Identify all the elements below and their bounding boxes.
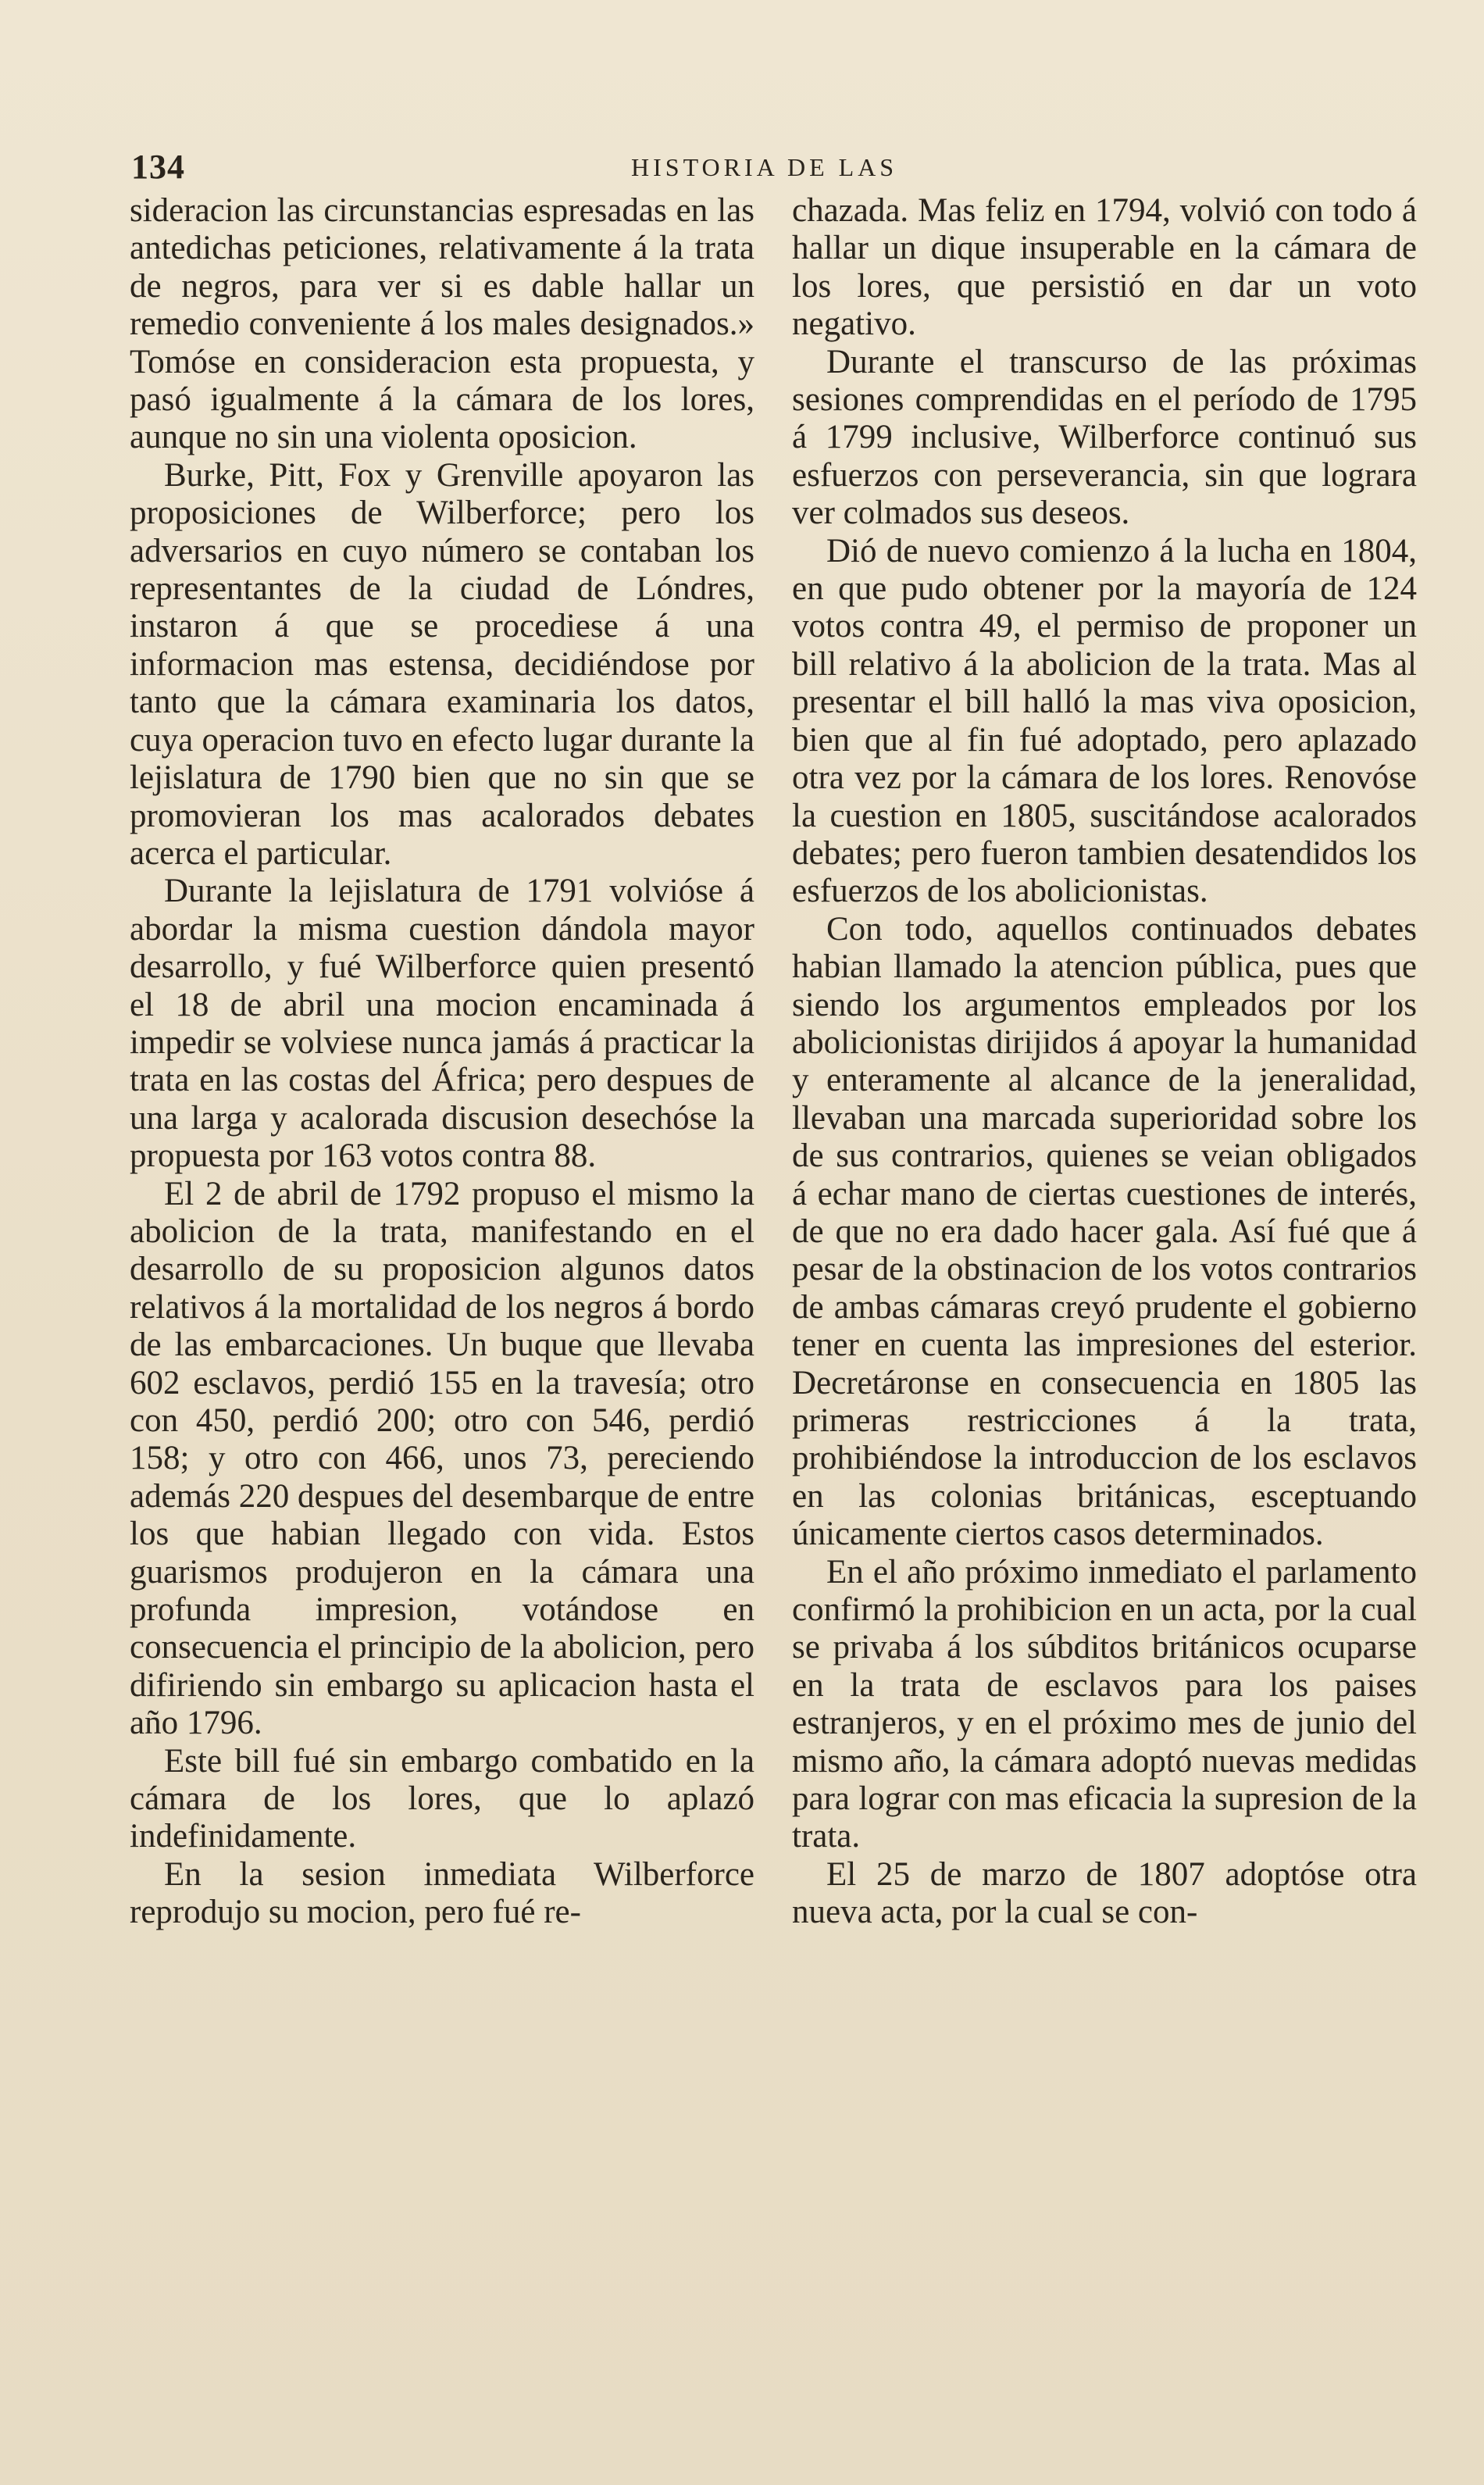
paragraph: En la sesion inmediata Wilberforce reprodujo su mocion, pero fué re- — [130, 1855, 754, 1931]
right-column — [792, 192, 1417, 1932]
left-column — [130, 192, 754, 1932]
paragraph: El 25 de marzo de 1807 adoptóse otra nueva acta, por la cual se con- — [792, 1855, 1417, 1931]
paragraph: chazada. Mas feliz en 1794, volvió con todo á hallar un dique insuperable en la cámara de los lores, que persistió en dar un voto negativo. — [792, 192, 1417, 343]
paragraph: Dió de nuevo comienzo á la lucha en 1804, en que pudo obtener por la mayoría de 124 votos contra 49, el permiso de proponer un bill relativo á la abolicion de la trata. Mas al presentar el bill halló la mas viva oposicion, bien que al fin fué adoptado, pero aplazado otra vez por la cámara de los lores. Renovóse la cuestion en 1805, suscitándose acalorados debates; pero fueron tambien desatendidos los esfuerzos de los abolicionistas. — [792, 532, 1417, 910]
paragraph: Durante la lejislatura de 1791 volvióse á abordar la misma cuestion dándola mayor desarrollo, y fué Wilberforce quien presentó el 18 de abril una mocion encaminada á impedir se volviese nunca jamás á practicar la trata en las costas del África; pero despues de una larga y acalorada discusion desechóse la propuesta por 163 votos contra 88. — [130, 873, 754, 1175]
paragraph: sideracion las circunstancias espresadas en las antedichas peticiones, relativamente á la trata de negros, para ver si es dable hallar un remedio conveniente á los males designados.» Tomóse en consideracion esta propuesta, y pasó igualmente á la cámara de los lores, aunque no sin una violenta oposicion. — [130, 192, 754, 456]
paragraph: En el año próximo inmediato el parlamento confirmó la prohibicion en un acta, por la cual se privaba á los súbditos británicos ocuparse en la trata de esclavos para los paises estranjeros, y en el próximo mes de junio del mismo año, la cámara adoptó nuevas medidas para lograr con mas eficacia la supresion de la trata. — [792, 1553, 1417, 1855]
paragraph: Este bill fué sin embargo combatido en la cámara de los lores, que lo aplazó indefinidamente. — [130, 1742, 754, 1855]
running-title: HISTORIA DE LAS — [631, 153, 898, 181]
page-header — [131, 147, 1412, 184]
paragraph: El 2 de abril de 1792 propuso el mismo la abolicion de la trata, manifestando en el desarrollo de su proposicion algunos datos relativos á la mortalidad de los negros á bordo de las embarcaciones. Un buque que llevaba 602 esclavos, perdió 155 en la travesía; otro con 450, perdió 200; otro con 546, perdió 158; y otro con 466, unos 73, pereciendo además 220 despues del desembarque de entre los que habian llegado con vida. Estos guarismos produjeron en la cámara una profunda impresion, votándose en consecuencia el principio de la abolicion, pero difiriendo sin embargo su aplicacion hasta el año 1796. — [130, 1175, 754, 1742]
paragraph: Durante el transcurso de las próximas sesiones comprendidas en el período de 1795 á 1799 inclusive, Wilberforce continuó sus esfuerzos con perseverancia, sin que lograra ver colmados sus deseos. — [792, 343, 1417, 532]
paragraph: Burke, Pitt, Fox y Grenville apoyaron las proposiciones de Wilberforce; pero los adversarios en cuyo número se contaban los representantes de la ciudad de Lóndres, instaron á que se procediese á una informacion mas estensa, decidiéndose por tanto que la cámara examinaria los datos, cuya operacion tuvo en efecto lugar durante la lejislatura de 1790 bien que no sin que se promovieran los mas acalorados debates acerca el particular. — [130, 456, 754, 872]
paragraph: Con todo, aquellos continuados debates habian llamado la atencion pública, pues que siendo los argumentos empleados por los abolicionistas dirijidos á apoyar la humanidad y enteramente al alcance de la jeneralidad, llevaban una marcada superioridad sobre los de sus contrarios, quienes se veian obligados á echar mano de ciertas cuestiones de interés, de que no era dado hacer gala. Así fué que á pesar de la obstinacion de los votos contrarios de ambas cámaras creyó prudente el gobierno tener en cuenta las impresiones del esterior. Decretáronse en consecuencia en 1805 las primeras restricciones á la trata, prohibiéndose la introduccion de los esclavos en las colonias británicas, esceptuando únicamente ciertos casos determinados. — [792, 910, 1417, 1553]
page-number: 134 — [131, 148, 185, 186]
